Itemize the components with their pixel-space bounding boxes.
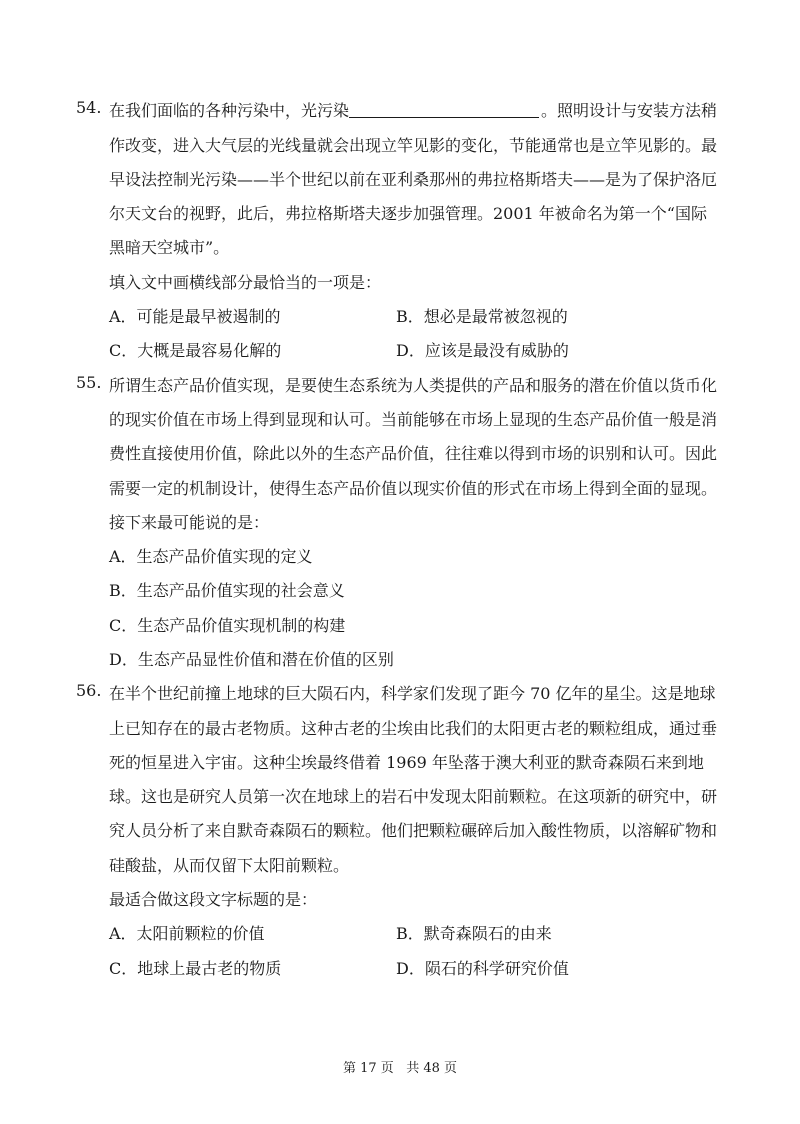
question-prompt: 接下来最可能说的是： bbox=[109, 513, 270, 532]
option-d: D．陨石的科学研究价值 bbox=[396, 959, 569, 978]
question-number: 55. bbox=[76, 373, 102, 392]
question-text-line: 硅酸盐，从而仅留下太阳前颗粒。 bbox=[109, 856, 350, 875]
question-text-line: 死的恒星进入宇宙。这种尘埃最终借着 1969 年坠落于澳大利亚的默奇森陨石来到地 bbox=[109, 753, 704, 772]
question-prompt: 最适合做这段文字标题的是： bbox=[109, 890, 318, 909]
option-b: B．生态产品价值实现的社会意义 bbox=[109, 581, 345, 600]
question-text-line: 球。这也是研究人员第一次在地球上的岩石中发现太阳前颗粒。在这项新的研究中，研 bbox=[109, 787, 718, 806]
question-number: 56. bbox=[76, 681, 102, 700]
option-c: C．地球上最古老的物质 bbox=[109, 959, 282, 978]
question-text-line: 所谓生态产品价值实现，是要使生态系统为人类提供的产品和服务的潜在价值以货币化 bbox=[109, 376, 718, 395]
question-text-line: 上已知存在的最古老物质。这种古老的尘埃由比我们的太阳更古老的颗粒组成，通过垂 bbox=[109, 719, 718, 738]
option-c: C．大概是最容易化解的 bbox=[109, 341, 282, 360]
option-c: C．生态产品价值实现机制的构建 bbox=[109, 616, 346, 635]
question-number: 54. bbox=[76, 98, 102, 117]
option-a: A．太阳前颗粒的价值 bbox=[109, 924, 265, 943]
option-d: D．应该是最没有威胁的 bbox=[396, 341, 569, 360]
question-text-line: 需要一定的机制设计，使得生态产品价值以现实价值的形式在市场上得到全面的显现。 bbox=[109, 479, 718, 498]
option-a: A．可能是最早被遏制的 bbox=[109, 307, 281, 326]
question-prompt: 填入文中画横线部分最恰当的一项是： bbox=[109, 273, 382, 292]
question-text-line: 究人员分析了来自默奇森陨石的颗粒。他们把颗粒碾碎后加入酸性物质，以溶解矿物和 bbox=[109, 821, 718, 840]
page-number: 第 17 页 共 48 页 bbox=[342, 1061, 457, 1076]
question-text-line: 的现实价值在市场上得到显现和认可。当前能够在市场上显现的生态产品价值一般是消 bbox=[109, 410, 718, 429]
question-text-line: 黑暗天空城市”。 bbox=[109, 238, 230, 257]
option-d: D．生态产品显性价值和潜在价值的区别 bbox=[109, 650, 394, 669]
question-text-line: 在半个世纪前撞上地球的巨大陨石内，科学家们发现了距今 70 亿年的星尘。这是地球 bbox=[109, 684, 716, 703]
option-a: A．生态产品价值实现的定义 bbox=[109, 547, 313, 566]
question-text-line: 早设法控制光污染——半个世纪以前在亚利桑那州的弗拉格斯塔夫——是为了保护洛厄 bbox=[109, 170, 718, 189]
question-text-line: 尔天文台的视野，此后，弗拉格斯塔夫逐步加强管理。2001 年被命名为第一个“国际 bbox=[109, 204, 707, 223]
question-text-line: 在我们面临的各种污染中，光污染 。照明设计与安装方法稍 bbox=[109, 101, 718, 120]
question-text-line: 费性直接使用价值，除此以外的生态产品价值，往往难以得到市场的识别和认可。因此 bbox=[109, 444, 718, 463]
option-b: B．默奇森陨石的由来 bbox=[396, 924, 552, 943]
answer-blank bbox=[349, 103, 539, 118]
question-text-line: 作改变，进入大气层的光线量就会出现立竿见影的变化，节能通常也是立竿见影的。最 bbox=[109, 136, 718, 155]
option-b: B．想必是最常被忽视的 bbox=[396, 307, 568, 326]
